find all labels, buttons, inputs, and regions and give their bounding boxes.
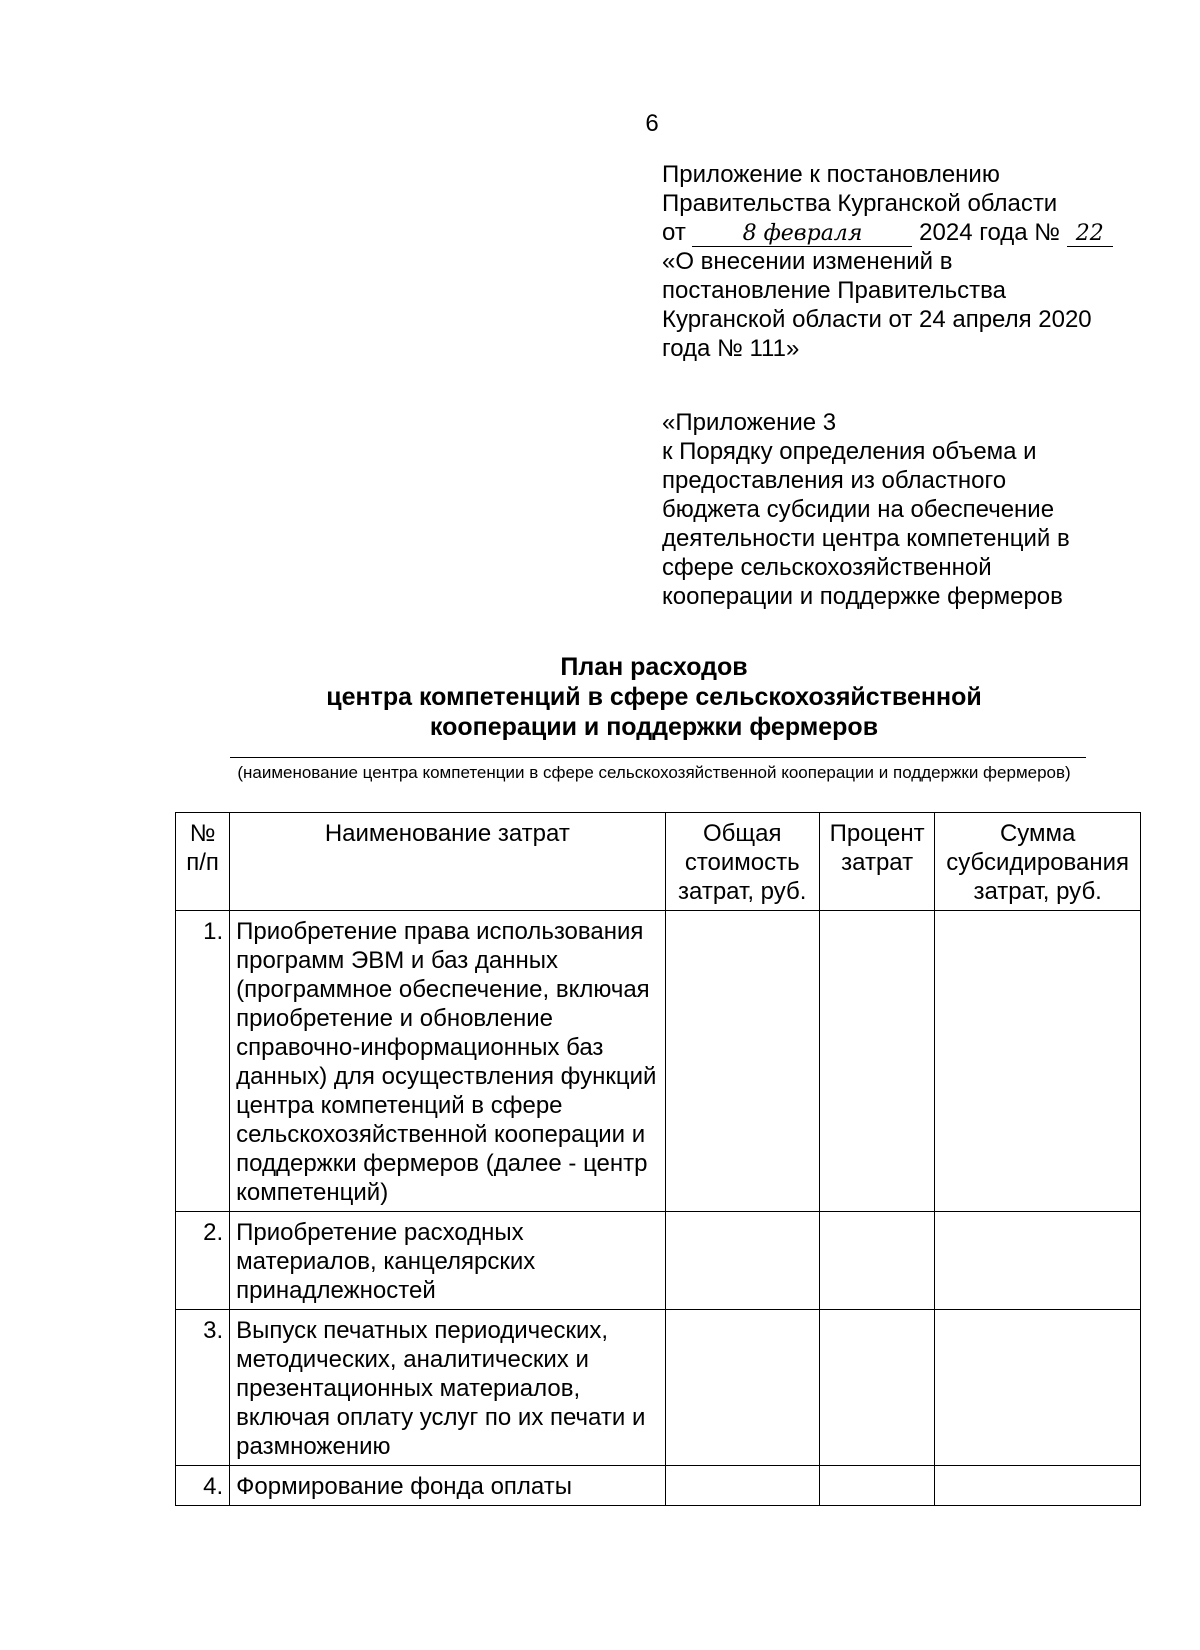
row-total[interactable] (665, 911, 819, 1212)
annex3-line-6: сфере сельскохозяйственной (662, 554, 992, 581)
row-total[interactable] (665, 1466, 819, 1506)
row-subsidy[interactable] (935, 911, 1141, 1212)
annex3-line-5: деятельности центра компетенций в (662, 525, 1070, 552)
annex3-header (662, 408, 1162, 611)
row-percent[interactable] (819, 1310, 934, 1466)
plan-title-line-3: кооперации и поддержки фермеров (429, 713, 879, 741)
header-num: № п/п (176, 813, 230, 911)
table-header-row (176, 813, 1141, 911)
appendix-date-line (662, 218, 1162, 247)
plan-title-line-1: План расходов (560, 653, 748, 681)
annex3-line-7: кооперации и поддержке фермеров (662, 583, 1063, 610)
appendix-line-2: Правительства Курганской области (662, 190, 1058, 217)
header-name: Наименование затрат (230, 813, 665, 911)
row-num: 4. (176, 1466, 230, 1506)
resolution-title-line-2: постановление Правительства (662, 277, 1006, 304)
annex3-line-3: предоставления из областного (662, 467, 1007, 494)
costs-table (175, 812, 1141, 1506)
table-row (176, 1212, 1141, 1310)
row-total[interactable] (665, 1212, 819, 1310)
handwritten-date: 8 февраля (692, 222, 912, 247)
year-text: 2024 года № (919, 219, 1061, 246)
appendix-line-1: Приложение к постановлению (662, 161, 1000, 188)
header-total: Общая стоимость затрат, руб. (665, 813, 819, 911)
row-num: 2. (176, 1212, 230, 1310)
row-percent[interactable] (819, 1212, 934, 1310)
annex3-line-4: бюджета субсидии на обеспечение (662, 496, 1055, 523)
date-prefix: от (662, 219, 686, 246)
row-total[interactable] (665, 1310, 819, 1466)
annex3-line-2: к Порядку определения объема и (662, 438, 1037, 465)
row-name: Приобретение расходных материалов, канцелярских принадлежностей (230, 1212, 665, 1310)
table-row (176, 1310, 1141, 1466)
appendix-header (662, 160, 1162, 363)
page-number: 6 (645, 110, 659, 137)
plan-title-line-2: центра компетенций в сфере сельскохозяйственной (326, 683, 982, 711)
center-name-caption: (наименование центра компетенции в сфере сельскохозяйственной кооперации и поддержки фермеров) (237, 763, 1071, 782)
handwritten-number: 22 (1067, 222, 1113, 247)
header-percent: Процент затрат (819, 813, 934, 911)
row-num: 1. (176, 911, 230, 1212)
row-subsidy[interactable] (935, 1466, 1141, 1506)
annex3-line-1: «Приложение 3 (662, 409, 837, 436)
row-name: Формирование фонда оплаты (230, 1466, 665, 1506)
row-name: Приобретение права использования программ ЭВМ и баз данных (программное обеспечение, включая приобретение и обновление справочно-информационных баз данных) для осуществления функций центра компетенций в сфере сельскохозяйственной кооперации и поддержки фермеров (далее - центр компетенций) (230, 911, 665, 1212)
center-name-blank-line (230, 757, 1086, 758)
resolution-title-line-1: «О внесении изменений в (662, 248, 953, 275)
row-num: 3. (176, 1310, 230, 1466)
plan-title (174, 652, 1134, 742)
row-subsidy[interactable] (935, 1212, 1141, 1310)
resolution-title-line-3: Курганской области от 24 апреля 2020 (662, 306, 1092, 333)
row-subsidy[interactable] (935, 1310, 1141, 1466)
resolution-title-line-4: года № 111» (662, 335, 800, 362)
table-row (176, 1466, 1141, 1506)
row-name: Выпуск печатных периодических, методических, аналитических и презентационных материалов, включая оплату услуг по их печати и размножению (230, 1310, 665, 1466)
row-percent[interactable] (819, 1466, 934, 1506)
table-row (176, 911, 1141, 1212)
row-percent[interactable] (819, 911, 934, 1212)
header-subsidy: Сумма субсидирования затрат, руб. (935, 813, 1141, 911)
